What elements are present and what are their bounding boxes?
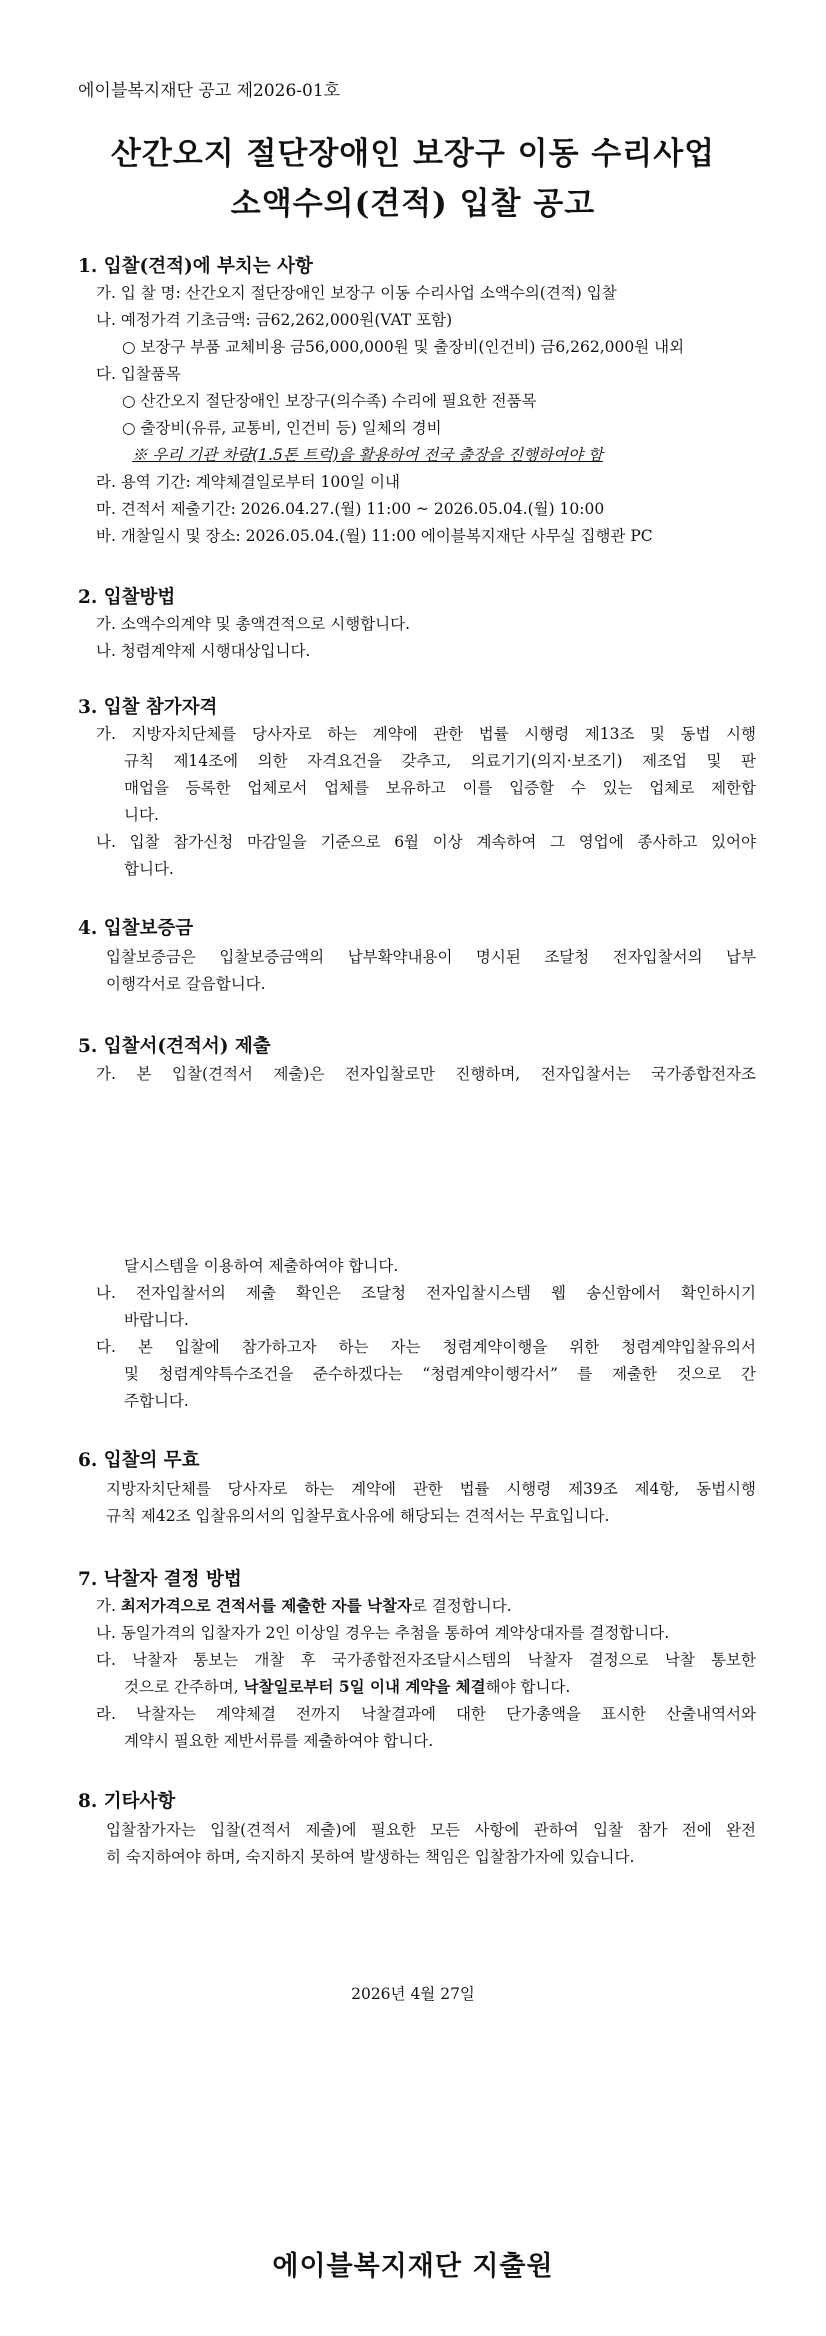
section-1-heading: 1. 입찰(견적)에 부치는 사항: [78, 256, 313, 277]
section-7-line: 다. 낙찰자 통보는 개찰 후 국가종합전자조달시스템의 낙찰자 결정으로 낙찰 통보한: [96, 1651, 756, 1669]
title-line-1: 산간오지 절단장애인 보장구 이동 수리사업: [110, 136, 716, 172]
section-7-line: 라. 낙찰자는 계약체결 전까지 낙찰결과에 대한 단가총액을 표시한 산출내역서와: [96, 1705, 756, 1723]
section-7-line: [124, 1677, 570, 1697]
section-6-line: 규칙 제42조 입찰유의서의 입찰무효사유에 해당되는 견적서는 무효입니다.: [106, 1507, 610, 1525]
section-5-line: 주합니다.: [124, 1392, 189, 1410]
notice-date: 2026년 4월 27일: [351, 1985, 475, 2003]
section-5-line: 달시스템을 이용하여 제출하여야 합니다.: [124, 1257, 399, 1275]
section-3-line: 매업을 등록한 업체로서 업체를 보유하고 이를 입증할 수 있는 업체로 제한합: [124, 779, 756, 797]
section-1-line: 가. 입 찰 명: 산간오지 절단장애인 보장구 이동 수리사업 소액수의(견적) 입찰: [96, 284, 617, 302]
title-line-2: 소액수의(견적) 입찰 공고: [230, 186, 596, 222]
section-2-heading: 2. 입찰방법: [78, 587, 176, 608]
signer-name: 에이블복지재단 지출원: [272, 2251, 554, 2282]
section-6-line: 지방자치단체를 당사자로 하는 계약에 관한 법률 시행령 제39조 제4항, 동법시행: [106, 1480, 756, 1498]
section-4-heading: 4. 입찰보증금: [78, 918, 194, 939]
section-3-heading: 3. 입찰 참가자격: [78, 697, 218, 718]
section-8-line: 히 숙지하여야 하며, 숙지하지 못하여 발생하는 책임은 입찰참가자에 있습니다.: [106, 1848, 635, 1866]
section-5-line: 다. 본 입찰에 참가하고자 하는 자는 청렴계약이행을 위한 청렴계약입찰유의서: [96, 1338, 756, 1356]
section-5-line: 나. 전자입찰서의 제출 확인은 조달청 전자입찰시스템 웹 송신함에서 확인하시기: [96, 1284, 756, 1302]
section-1-line: ○ 보장구 부품 교체비용 금56,000,000원 및 출장비(인건비) 금6,262,000원 내외: [122, 338, 685, 356]
section-5-line: 바랍니다.: [124, 1311, 189, 1329]
section-3-line: 가. 지방자치단체를 당사자로 하는 계약에 관한 법률 시행령 제13조 및 동법 시행: [96, 725, 756, 743]
section-5-heading: 5. 입찰서(견적서) 제출: [78, 1036, 271, 1057]
section-2-line: 나. 청렴계약제 시행대상입니다.: [96, 642, 311, 660]
bold-text: 낙찰일로부터 5일 이내 계약을 체결: [243, 1677, 486, 1696]
section-1-line: 마. 견적서 제출기간: 2026.04.27.(월) 11:00 ~ 2026.05.04.(월) 10:00: [96, 500, 605, 518]
section-2-line: 가. 소액수의계약 및 총액견적으로 시행합니다.: [96, 615, 411, 633]
section-1-note: ※ 우리 기관 차량(1.5톤 트럭)을 활용하여 전국 출장을 진행하여야 함: [132, 446, 603, 464]
section-1-line: ○ 산간오지 절단장애인 보장구(의수족) 수리에 필요한 전품목: [122, 392, 537, 410]
section-5-line: 및 청렴계약특수조건을 준수하겠다는 “청렴계약이행각서” 를 제출한 것으로 간: [124, 1365, 756, 1383]
section-4-line: 이행각서로 갈음합니다.: [106, 975, 266, 993]
text-span: 것으로 간주하며,: [124, 1678, 244, 1696]
section-1-line: 바. 개찰일시 및 장소: 2026.05.04.(월) 11:00 에이블복지재단 사무실 집행관 PC: [96, 527, 653, 545]
section-7-line: [96, 1596, 512, 1616]
section-3-line: 니다.: [124, 806, 159, 824]
text-span: 가.: [96, 1597, 121, 1615]
section-1-line: 라. 용역 기간: 계약체결일로부터 100일 이내: [96, 473, 400, 491]
section-1-line: 나. 예정가격 기초금액: 금62,262,000원(VAT 포함): [96, 311, 453, 329]
notice-number: 에이블복지재단 공고 제2026-01호: [78, 81, 341, 101]
bold-text: 최저가격으로 견적서를 제출한 자를 낙찰자: [120, 1596, 412, 1615]
section-5-line: 가. 본 입찰(견적서 제출)은 전자입찰로만 진행하며, 전자입찰서는 국가종합전자조: [96, 1065, 756, 1083]
section-1-line: ○ 출장비(유류, 교통비, 인건비 등) 일체의 경비: [122, 419, 442, 437]
text-span: 해야 합니다.: [485, 1678, 571, 1696]
section-7-line: 계약시 필요한 제반서류를 제출하여야 합니다.: [124, 1732, 434, 1750]
section-3-line: 나. 입찰 참가신청 마감일을 기준으로 6월 이상 계속하여 그 영업에 종사하고 있어야: [96, 833, 756, 851]
text-span: 로 결정합니다.: [411, 1597, 512, 1615]
section-7-line: 나. 동일가격의 입찰자가 2인 이상일 경우는 추첨을 통하여 계약상대자를 결정합니다.: [96, 1624, 670, 1642]
section-3-line: 합니다.: [124, 860, 174, 878]
section-8-line: 입찰참가자는 입찰(견적서 제출)에 필요한 모든 사항에 관하여 입찰 참가 전에 완전: [106, 1821, 756, 1839]
section-8-heading: 8. 기타사항: [78, 1791, 176, 1812]
section-6-heading: 6. 입찰의 무효: [78, 1450, 200, 1471]
section-7-heading: 7. 낙찰자 결정 방법: [78, 1569, 242, 1590]
section-3-line: 규칙 제14조에 의한 자격요건을 갖추고, 의료기기(의지·보조기) 제조업 및 판: [124, 752, 756, 770]
section-1-line: 다. 입찰품목: [96, 365, 181, 383]
section-4-line: 입찰보증금은 입찰보증금액의 납부확약내용이 명시된 조달청 전자입찰서의 납부: [106, 948, 756, 966]
